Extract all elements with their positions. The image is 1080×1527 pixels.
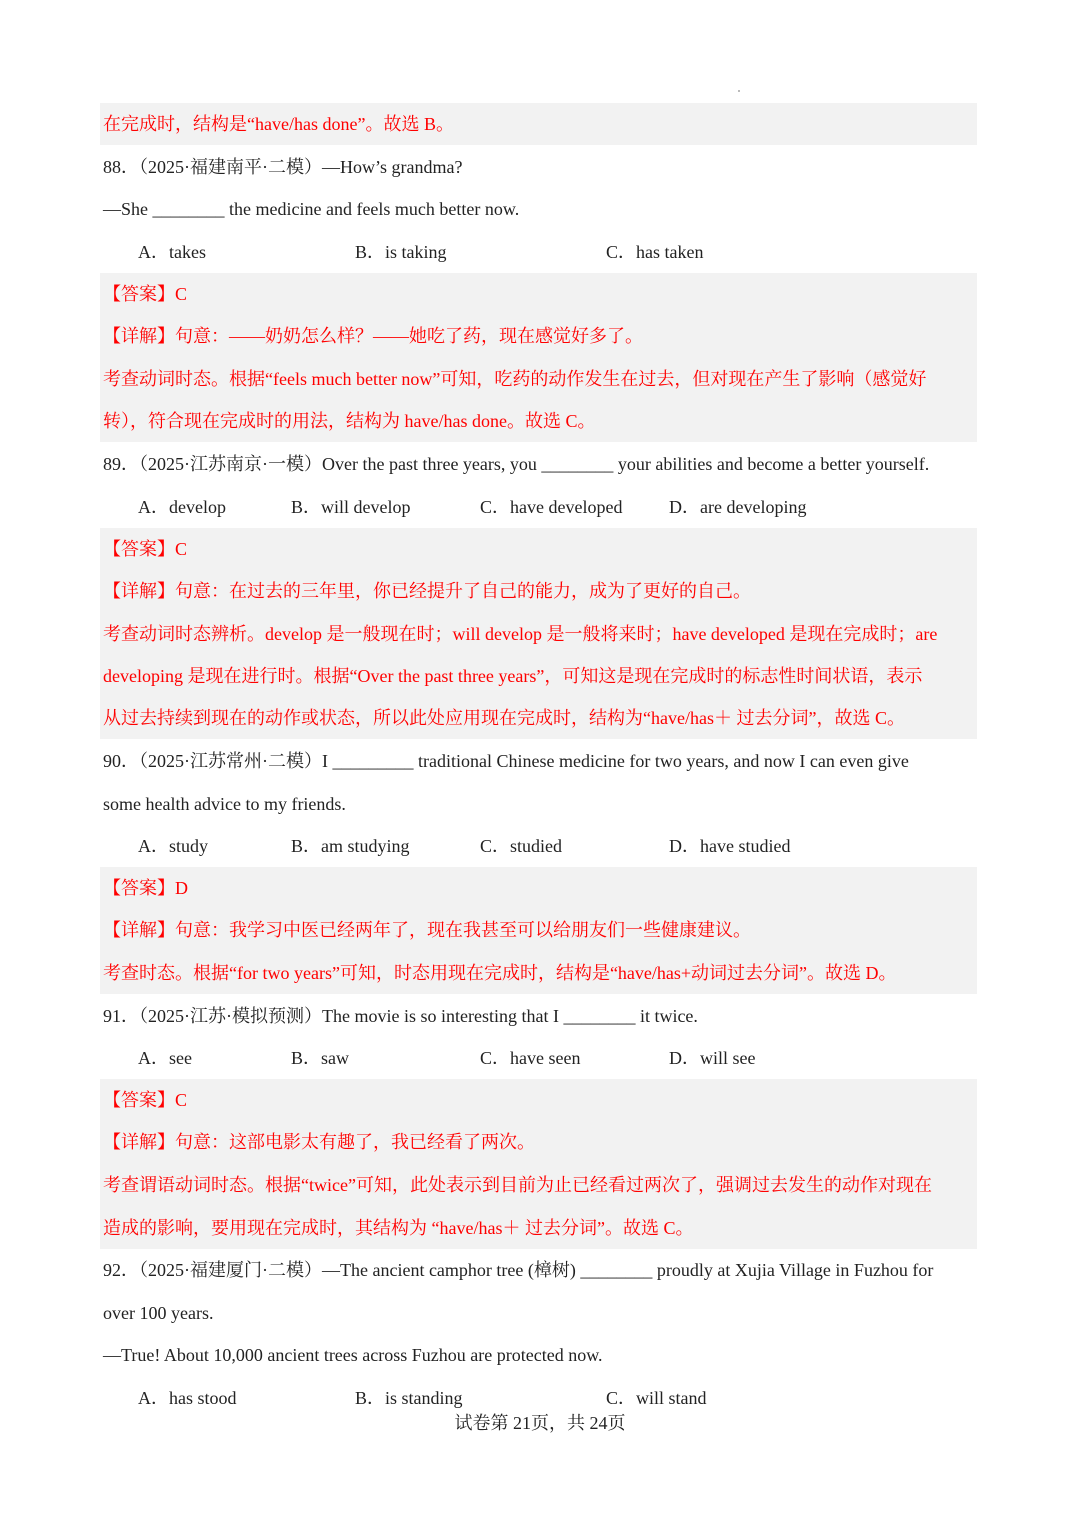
question-91-detail-3: 造成的影响，要用现在完成时，其结构为 “have/has＋ 过去分词”。故选 C。 <box>103 1218 694 1238</box>
question-91-option-a: A．see <box>138 1048 192 1068</box>
question-90-detail-2: 考查时态。根据“for two years”可知，时态用现在完成时，结构是“have/has+动词过去分词”。故选 D。 <box>103 963 897 983</box>
question-90-detail-1: 【详解】句意：我学习中医已经两年了，现在我甚至可以给朋友们一些健康建议。 <box>103 920 751 940</box>
question-92-option-b: B．is standing <box>355 1388 463 1408</box>
question-89-answer: 【答案】C <box>103 539 188 559</box>
question-89-detail-3: developing 是现在进行时。根据“Over the past three years”，可知这是现在完成时的标志性时间状语，表示 <box>103 666 923 686</box>
question-90-answer: 【答案】D <box>103 878 188 898</box>
question-88-detail-1: 【详解】句意：——奶奶怎么样？——她吃了药，现在感觉好多了。 <box>103 326 643 346</box>
question-92-stem: 92．（2025·福建厦门·二模）—The ancient camphor tree (樟树) ________ proudly at Xujia Village in Fuzhou for <box>103 1260 934 1280</box>
question-89-detail-4: 从过去持续到现在的动作或状态，所以此处应用现在完成时，结构为“have/has＋ 过去分词”，故选 C。 <box>103 708 905 728</box>
question-90-option-b: B．am studying <box>291 836 410 856</box>
question-91-option-c: C．have seen <box>480 1048 581 1068</box>
question-91-detail-1: 【详解】句意：这部电影太有趣了，我已经看了两次。 <box>103 1132 535 1152</box>
question-88-detail-3: 转），符合现在完成时的用法，结构为 have/has done。故选 C。 <box>103 411 596 431</box>
question-88-option-b: B．is taking <box>355 242 447 262</box>
question-92-option-c: C．will stand <box>606 1388 707 1408</box>
question-88-answer: 【答案】C <box>103 284 188 304</box>
question-91-detail-2: 考查谓语动词时态。根据“twice”可知，此处表示到目前为止已经看过两次了，强调过去发生的动作对现在 <box>103 1175 932 1195</box>
question-89-option-d: D．are developing <box>669 497 807 517</box>
question-88-stem-line2: —She ________ the medicine and feels much better now. <box>103 199 520 219</box>
question-89-option-a: A．develop <box>138 497 226 517</box>
question-89-option-c: C．have developed <box>480 497 623 517</box>
page-footer: 试卷第 21页，共 24页 <box>454 1413 626 1433</box>
scan-mark <box>738 90 740 92</box>
question-91-option-b: B．saw <box>291 1048 349 1068</box>
question-92-stem-line2: over 100 years. <box>103 1303 214 1323</box>
question-91-stem: 91．（2025·江苏·模拟预测）The movie is so interesting that I ________ it twice. <box>103 1006 698 1026</box>
question-90-option-d: D．have studied <box>669 836 791 856</box>
question-92-option-a: A．has stood <box>138 1388 237 1408</box>
question-88-stem: 88．（2025·福建南平·二模）—How’s grandma? <box>103 157 463 177</box>
question-91-option-d: D．will see <box>669 1048 756 1068</box>
question-92-stem-line3: —True! About 10,000 ancient trees across Fuzhou are protected now. <box>103 1345 603 1365</box>
question-91-answer: 【答案】C <box>103 1090 188 1110</box>
question-90-stem: 90．（2025·江苏常州·二模）I _________ traditional Chinese medicine for two years, and now I can even give <box>103 751 909 771</box>
question-88-detail-2: 考查动词时态。根据“feels much better now”可知，吃药的动作发生在过去，但对现在产生了影响（感觉好 <box>103 369 927 389</box>
question-88-option-c: C．has taken <box>606 242 704 262</box>
explanation-line: 在完成时，结构是“have/has done”。故选 B。 <box>103 114 454 134</box>
question-89-option-b: B．will develop <box>291 497 411 517</box>
question-90-option-c: C．studied <box>480 836 563 856</box>
question-89-detail-1: 【详解】句意：在过去的三年里，你已经提升了自己的能力，成为了更好的自己。 <box>103 581 751 601</box>
question-89-detail-2: 考查动词时态辨析。develop 是一般现在时；will develop 是一般将来时；have developed 是现在完成时；are <box>103 624 938 644</box>
question-88-option-a: A．takes <box>138 242 206 262</box>
question-90-stem-line2: some health advice to my friends. <box>103 794 346 814</box>
question-89-stem: 89．（2025·江苏南京·一模）Over the past three years, you ________ your abilities and become a better yourself. <box>103 454 930 474</box>
question-90-option-a: A．study <box>138 836 209 856</box>
